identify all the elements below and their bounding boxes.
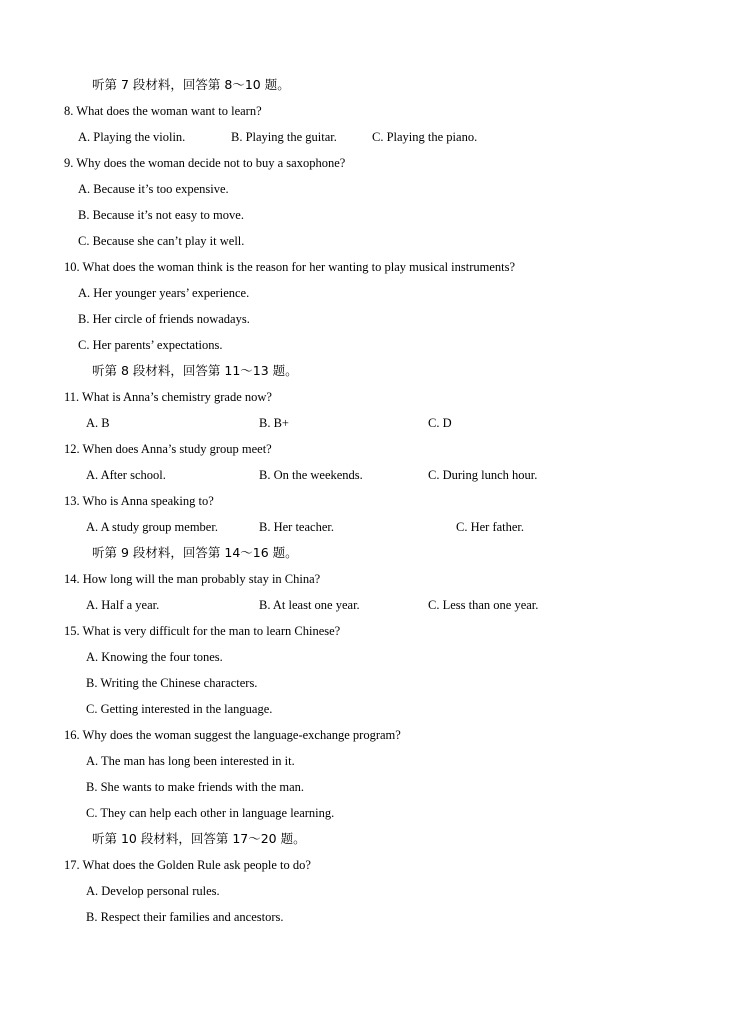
question-10-stem: 10. What does the woman think is the reason for her wanting to play musical instruments? — [64, 260, 516, 274]
question-10-option-b: B. Her circle of friends nowadays. — [78, 312, 250, 326]
question-9-option-a: A. Because it’s too expensive. — [78, 182, 229, 196]
question-8-option-b: B. Playing the guitar. — [231, 130, 337, 144]
question-11-option-a: A. B — [86, 416, 110, 430]
question-15-option-a: A. Knowing the four tones. — [86, 650, 223, 664]
question-13-option-c: C. Her father. — [456, 520, 525, 534]
section-heading-7: 听第 7 段材料，回答第 8～10 题。 — [92, 77, 290, 92]
question-13-option-b: B. Her teacher. — [259, 520, 334, 534]
section-heading-9: 听第 9 段材料，回答第 14～16 题。 — [92, 545, 298, 560]
question-9-stem: 9. Why does the woman decide not to buy a saxophone? — [64, 156, 346, 170]
question-16-stem: 16. Why does the woman suggest the language-exchange program? — [64, 728, 401, 742]
question-13-option-a: A. A study group member. — [86, 520, 218, 534]
question-17-stem: 17. What does the Golden Rule ask people to do? — [64, 858, 311, 872]
question-9-option-c: C. Because she can’t play it well. — [78, 234, 245, 248]
question-14-stem: 14. How long will the man probably stay in China? — [64, 572, 321, 586]
question-8-option-c: C. Playing the piano. — [372, 130, 478, 144]
question-16-option-b: B. She wants to make friends with the man. — [86, 780, 305, 794]
question-11-option-c: C. D — [428, 416, 452, 430]
question-16-option-c: C. They can help each other in language learning. — [86, 806, 335, 820]
question-15-option-b: B. Writing the Chinese characters. — [86, 676, 258, 690]
question-17-option-b: B. Respect their families and ancestors. — [86, 910, 284, 924]
question-12-option-a: A. After school. — [86, 468, 166, 482]
question-12-option-c: C. During lunch hour. — [428, 468, 538, 482]
question-15-stem: 15. What is very difficult for the man to learn Chinese? — [64, 624, 341, 638]
question-9-option-b: B. Because it’s not easy to move. — [78, 208, 244, 222]
question-11-stem: 11. What is Anna’s chemistry grade now? — [64, 390, 272, 404]
question-14-option-b: B. At least one year. — [259, 598, 360, 612]
question-17-option-a: A. Develop personal rules. — [86, 884, 220, 898]
question-16-option-a: A. The man has long been interested in it. — [86, 754, 295, 768]
question-8-stem: 8. What does the woman want to learn? — [64, 104, 262, 118]
section-heading-10: 听第 10 段材料，回答第 17～20 题。 — [92, 831, 306, 846]
question-12-stem: 12. When does Anna’s study group meet? — [64, 442, 272, 456]
question-10-option-c: C. Her parents’ expectations. — [78, 338, 223, 352]
question-8-option-a: A. Playing the violin. — [78, 130, 186, 144]
question-13-stem: 13. Who is Anna speaking to? — [64, 494, 214, 508]
question-12-option-b: B. On the weekends. — [259, 468, 363, 482]
question-15-option-c: C. Getting interested in the language. — [86, 702, 273, 716]
question-14-option-c: C. Less than one year. — [428, 598, 539, 612]
section-heading-8: 听第 8 段材料，回答第 11～13 题。 — [92, 363, 298, 378]
question-11-option-b: B. B+ — [259, 416, 289, 430]
question-10-option-a: A. Her younger years’ experience. — [78, 286, 250, 300]
question-14-option-a: A. Half a year. — [86, 598, 160, 612]
